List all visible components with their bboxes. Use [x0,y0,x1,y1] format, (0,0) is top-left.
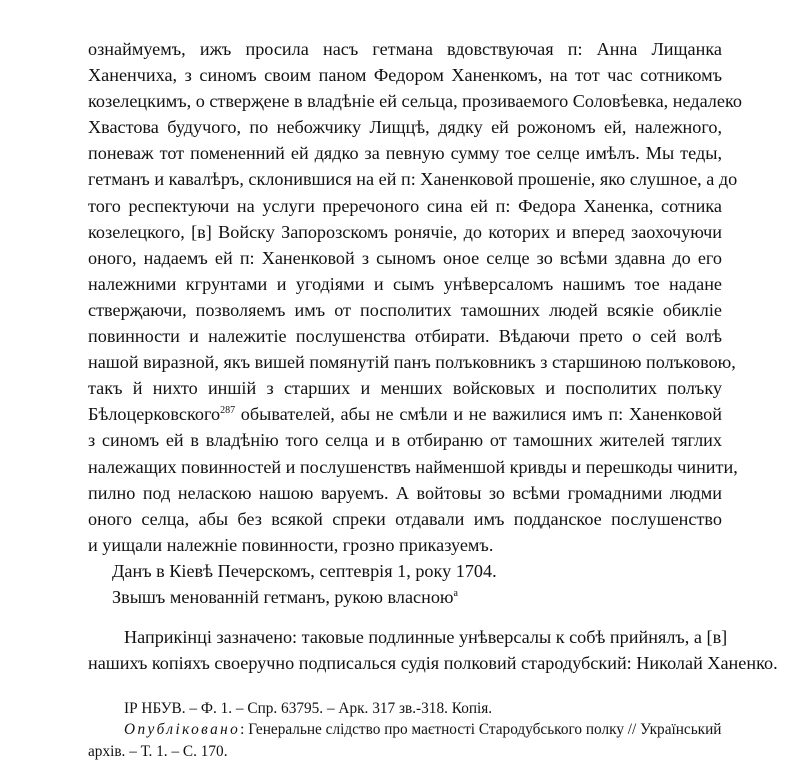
document-body [88,36,742,558]
archive-reference: ІР НБУВ. – Ф. 1. – Спр. 63795. – Арк. 317 зв.-318. Копія. [124,699,493,717]
text-line: поневаж тот помененний ей дядко за певную сумму тое селце имѣлъ. Мы теды, [88,143,722,164]
text-line: стверҗаючи, позволяемъ имъ от посполитих тамошних людей всякіе обикліе [88,299,722,320]
text-fragment: обывателей, абы не смѣли и не важилися имъ п: Ханенковой [235,404,722,425]
text-fragment: Бѣлоцерковского [88,404,221,425]
text-line: з синомъ ей в владѣнію того селца и в отбираню от тамошних жителей тяглих [88,430,722,451]
publication-reference [88,719,722,741]
text-line: повинности и належитіе послушенства отбирати. Вѣдаючи прето о сей волѣ [88,326,722,347]
signature-note-reference[interactable]: а [453,587,458,599]
note-line: Наприкінці зазначено: таковые подлинные унѣверсалы к собѣ прийнялъ, а [в] [124,626,728,647]
publication-reference-continued: архів. – Т. 1. – С. 170. [88,742,228,760]
text-line: оного селца, абы без всякой спреки отдавали имъ подданское послушенство [88,508,722,529]
text-line: оного, надаемъ ей п: Ханенковой з сыномъ оное селце зо всѣми здавна до его [88,247,722,268]
text-line: и уищали належніе повинности, грозно приказуемъ. [88,534,494,555]
text-line: належними кгрунтами и угодіями и сымъ унѣверсаломъ нашимъ тое надане [88,273,722,294]
published-label: Опубліковано [124,721,241,739]
published-text: : Генеральне слідство про маєтності Стародубського полку // Український [240,721,722,739]
source-references [88,698,722,762]
document-page [88,36,778,762]
text-line: козелецкимъ, о стверҗене в владѣніе ей сельца, прозиваемого Соловѣевка, недалеко [88,91,742,112]
signature-line [88,584,722,610]
text-line: Ханенчиха, з синомъ своим паном Федором Ханенкомъ, на тот час сотникомъ [88,65,722,86]
text-line: гетманъ и кавалѣръ, склонившися на ей п: Ханенковой прошеніе, яко слушное, а до [88,169,738,190]
text-line: того респектуючи на услуги преречоного сина ей п: Федора Ханенка, сотника [88,195,722,216]
note-line: нашихъ копіяхъ своеручно подписалься судія полковий стародубский: Николай Ханенко. [88,652,778,673]
text-line-with-footnote [88,401,722,427]
signature-text: Звышъ менованній гетманъ, рукою власною [112,586,454,607]
text-line: ознаймуемъ, ижъ просила насъ гетмана вдовствуючая п: Анна Лищанка [88,39,722,59]
text-line: належащих повинностей и послушенствъ найменшой кривды и перешкоды чинити, [88,456,738,477]
date-line: Данъ в Кіевѣ Печерскомъ, септеврія 1, року 1704. [112,560,497,581]
text-line: такъ й нихто иншій з старших и менших войсковых и посполитих полъку [88,378,722,399]
footnote-reference[interactable]: 287 [220,405,236,417]
text-line: козелецкого, [в] Войску Запорозскомъ ронячіе, до которих и вперед заохочуючи [88,221,722,242]
text-line: Хвастова будучого, по небожчику Лищцѣ, дядку ей рожономъ ей, належного, [88,117,722,138]
text-line: нашой виразной, якъ вишей помянутій панъ полъковникъ з старшиною полъковою, [88,352,736,373]
text-line: пилно под неласкою нашою варуемъ. А войтовы зо всѣми громадними людми [88,482,722,503]
editor-note [88,624,778,676]
